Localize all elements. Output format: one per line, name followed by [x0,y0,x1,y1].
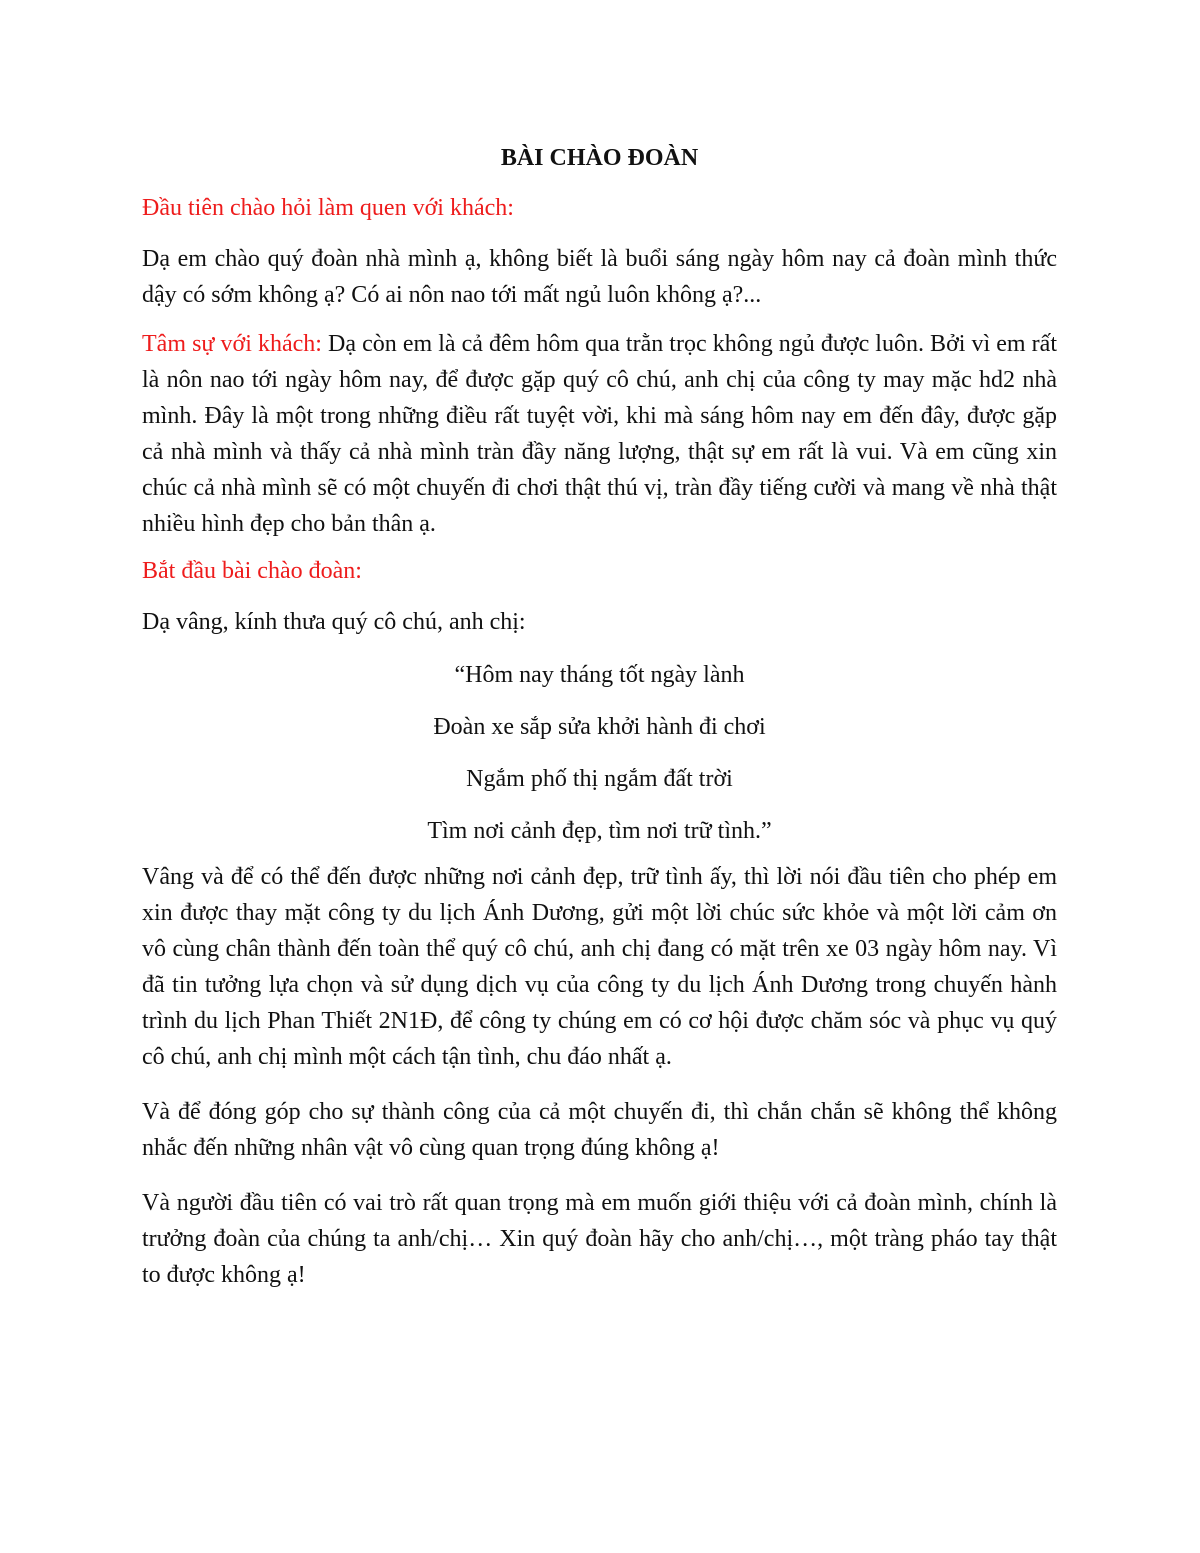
confide-text: Dạ còn em là cả đêm hôm qua trằn trọc không ngủ được luôn. Bởi vì em rất là nôn nao tới ngày hôm nay, để được gặp quý cô chú, anh chị của công ty may mặc hd2 nhà mình. Đây là một trong những điều rất tuyệt vời, khi mà sáng hôm nay em đến đây, được gặp cả nhà mình và thấy cả nhà mình tràn đầy năng lượng, thật sự em rất là vui. Và em cũng xin chúc cả nhà mình sẽ có một chuyến đi chơi thật thú vị, tràn đầy tiếng cười và mang về nhà thật nhiều hình đẹp cho bản thân ạ. [142,331,1057,537]
document-body [142,142,1057,1312]
greeting-line: Dạ vâng, kính thưa quý cô chú, anh chị: [142,609,526,635]
verse-line-2: Đoàn xe sắp sửa khởi hành đi chơi [433,714,766,740]
section-heading-start: Bắt đầu bài chào đoàn: [142,558,362,584]
greeting-paragraph: Dạ em chào quý đoàn nhà mình ạ, không biết là buổi sáng ngày hôm nay cả đoàn mình thức dậy có sớm không ạ? Có ai nôn nao tới mất ngủ luôn không ạ?... [142,246,1057,308]
verse-line-4: Tìm nơi cảnh đẹp, tìm nơi trữ tình.” [427,818,772,844]
verse-line-1: “Hôm nay tháng tốt ngày lành [454,662,745,688]
section-label-confide: Tâm sự với khách: [142,331,322,357]
section-heading-greeting: Đầu tiên chào hỏi làm quen với khách: [142,195,514,221]
leader-paragraph: Và người đầu tiên có vai trò rất quan trọng mà em muốn giới thiệu với cả đoàn mình, chính là trưởng đoàn của chúng ta anh/chị… Xin quý đoàn hãy cho anh/chị…, một tràng pháo tay thật to được không ạ! [142,1190,1057,1288]
confide-paragraph [142,326,1057,542]
verse-line-3: Ngắm phố thị ngắm đất trời [466,766,733,792]
thanks-paragraph: Vâng và để có thể đến được những nơi cảnh đẹp, trữ tình ấy, thì lời nói đầu tiên cho phép em xin được thay mặt công ty du lịch Ánh Dương, gửi một lời chúc sức khỏe và một lời cảm ơn vô cùng chân thành đến toàn thể quý cô chú, anh chị đang có mặt trên xe 03 ngày hôm nay. Vì đã tin tưởng lựa chọn và sử dụng dịch vụ của công ty du lịch Ánh Dương trong chuyến hành trình du lịch Phan Thiết 2N1Đ, để công ty chúng em có cơ hội được chăm sóc và phục vụ quý cô chú, anh chị mình một cách tận tình, chu đáo nhất ạ. [142,864,1057,1070]
contribution-paragraph: Và để đóng góp cho sự thành công của cả một chuyến đi, thì chắn chắn sẽ không thể không nhắc đến những nhân vật vô cùng quan trọng đúng không ạ! [142,1099,1057,1161]
document-title: BÀI CHÀO ĐOÀN [500,145,699,171]
